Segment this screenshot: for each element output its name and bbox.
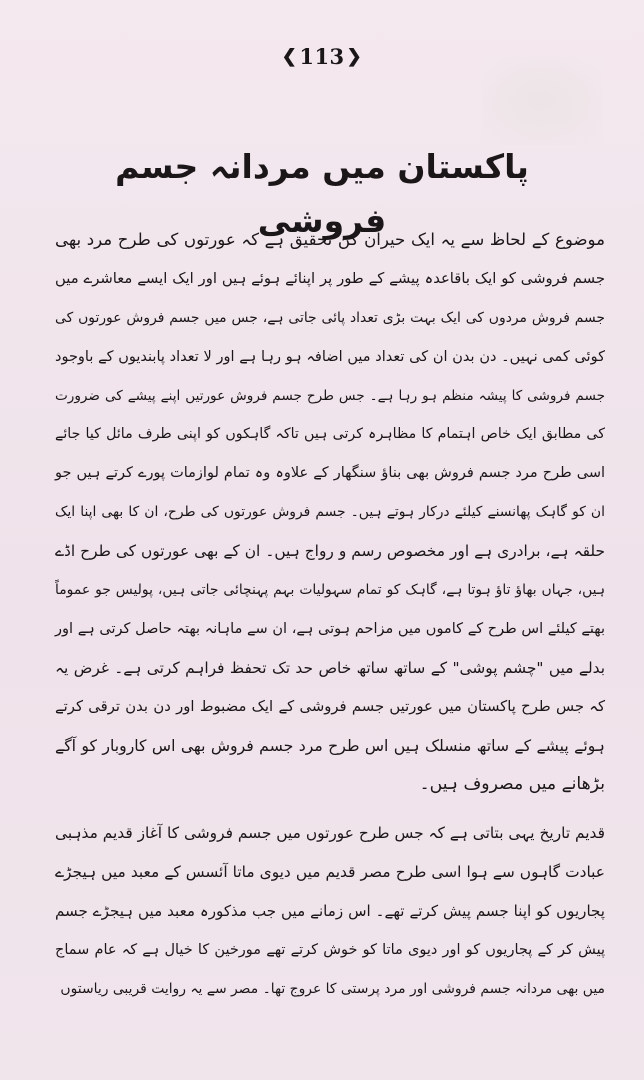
text-line: ہیں، جہاں بھاؤ تاؤ ہوتا ہے، گاہک کو تمام سہولیات بہم پہنچائی جاتی ہیں، پولیس جو عموماً [55,582,605,599]
chapter-body [55,221,605,1009]
text-line: کی مطابق ایک خاص اہتمام کا مظاہرہ کرتی ہیں تاکہ گاہکوں کو اپنی طرف مائل کیا جائے [55,426,605,443]
text-line: قدیم تاریخ یہی بتاتی ہے کہ جس طرح عورتوں میں جسم فروشی کا آغاز قدیم مذہبی [55,824,605,843]
text-line: جسم فروشی کا پیشہ منظم ہو رہا ہے۔ جس طرح جسم فروش عورتیں اپنے پیشے کی ضرورت [55,387,605,404]
page-number-value: 113 [299,44,345,69]
text-line: پیش کر کے پجاریوں کو اور دیوی ماتا کو خوش کرتے تھے مورخین کا خیال ہے کہ عام سماج [55,942,605,959]
text-line: کہ جس طرح پاکستان میں عورتیں جسم فروشی کے ایک مضبوط اور دن بدن ترقی کرتے [55,697,605,715]
text-line: پجاریوں کو اپنا جسم پیش کرتے تھے۔ اس زمانے میں جب مذکورہ معبد میں ہیجڑے جسم [55,902,605,921]
text-line: جسم فروش مردوں کی ایک بہت بڑی تعداد پائی جاتی ہے، جس میں جسم فروش عورتوں کی [55,309,605,326]
text-line: عبادت گاہوں سے ہوا اسی طرح مصر قدیم میں دیوی ماتا آئسس کے معبد میں ہیجڑے [55,863,605,882]
paragraph-gap [55,804,605,814]
text-line: موضوع کے لحاظ سے یہ ایک حیران کن تحقیق ہے کہ عورتوں کی طرح مرد بھی [55,230,605,249]
text-line: ہوئے پیشے کے ساتھ منسلک ہیں اس طرح مرد جسم فروش بھی اس کاروبار کو آگے [55,735,605,755]
paragraph-1 [55,221,605,804]
text-line: بدلے میں "چشم پوشی" کے ساتھ ساتھ خاص حد تک تحفظ فراہم کرتی ہے۔ غرض یہ [55,658,605,677]
ornament-left-icon: ❮ [281,45,298,67]
ornament-right-icon: ❯ [346,45,363,67]
text-line: اسی طرح مرد جسم فروش بھی بناؤ سنگھار کے علاوہ وہ تمام لوازمات پورے کرتے ہیں جو [55,465,605,482]
page-number [282,44,363,69]
text-line: بھتے کیلئے اس طرح کے کاموں میں مزاحم ہوتی ہے، ان سے ماہانہ بھتہ حاصل کرتی ہے اور [55,620,605,637]
text-line: میں بھی مردانہ جسم فروشی اور مرد پرستی کا عروج تھا۔ مصر سے یہ روایت قریبی ریاستوں [60,980,605,997]
chapter-title: پاکستان میں مردانہ جسم فروشی [115,147,529,240]
paragraph-2 [55,814,605,1008]
text-line: کوئی کمی نہیں۔ دن بدن ان کی تعداد میں اضافہ ہو رہا ہے اور لا تعداد پابندیوں کے باوجود [55,348,605,365]
text-line: جسم فروشی کو ایک باقاعدہ پیشے کے طور پر اپنائے ہوئے ہیں اور ایک ایسے معاشرے میں [55,269,605,287]
text-line: بڑھانے میں مصروف ہیں۔ [419,774,605,795]
page-header [0,44,644,69]
text-line: حلقہ ہے، برادری ہے اور مخصوص رسم و رواج ہیں۔ ان کے بھی عورتوں کی طرح اڈے [55,542,605,561]
text-line: ان کو گاہک پھانسنے کیلئے درکار ہوتے ہیں۔ جسم فروش عورتوں کی طرح، ان کا بھی اپنا ایک [55,504,605,521]
